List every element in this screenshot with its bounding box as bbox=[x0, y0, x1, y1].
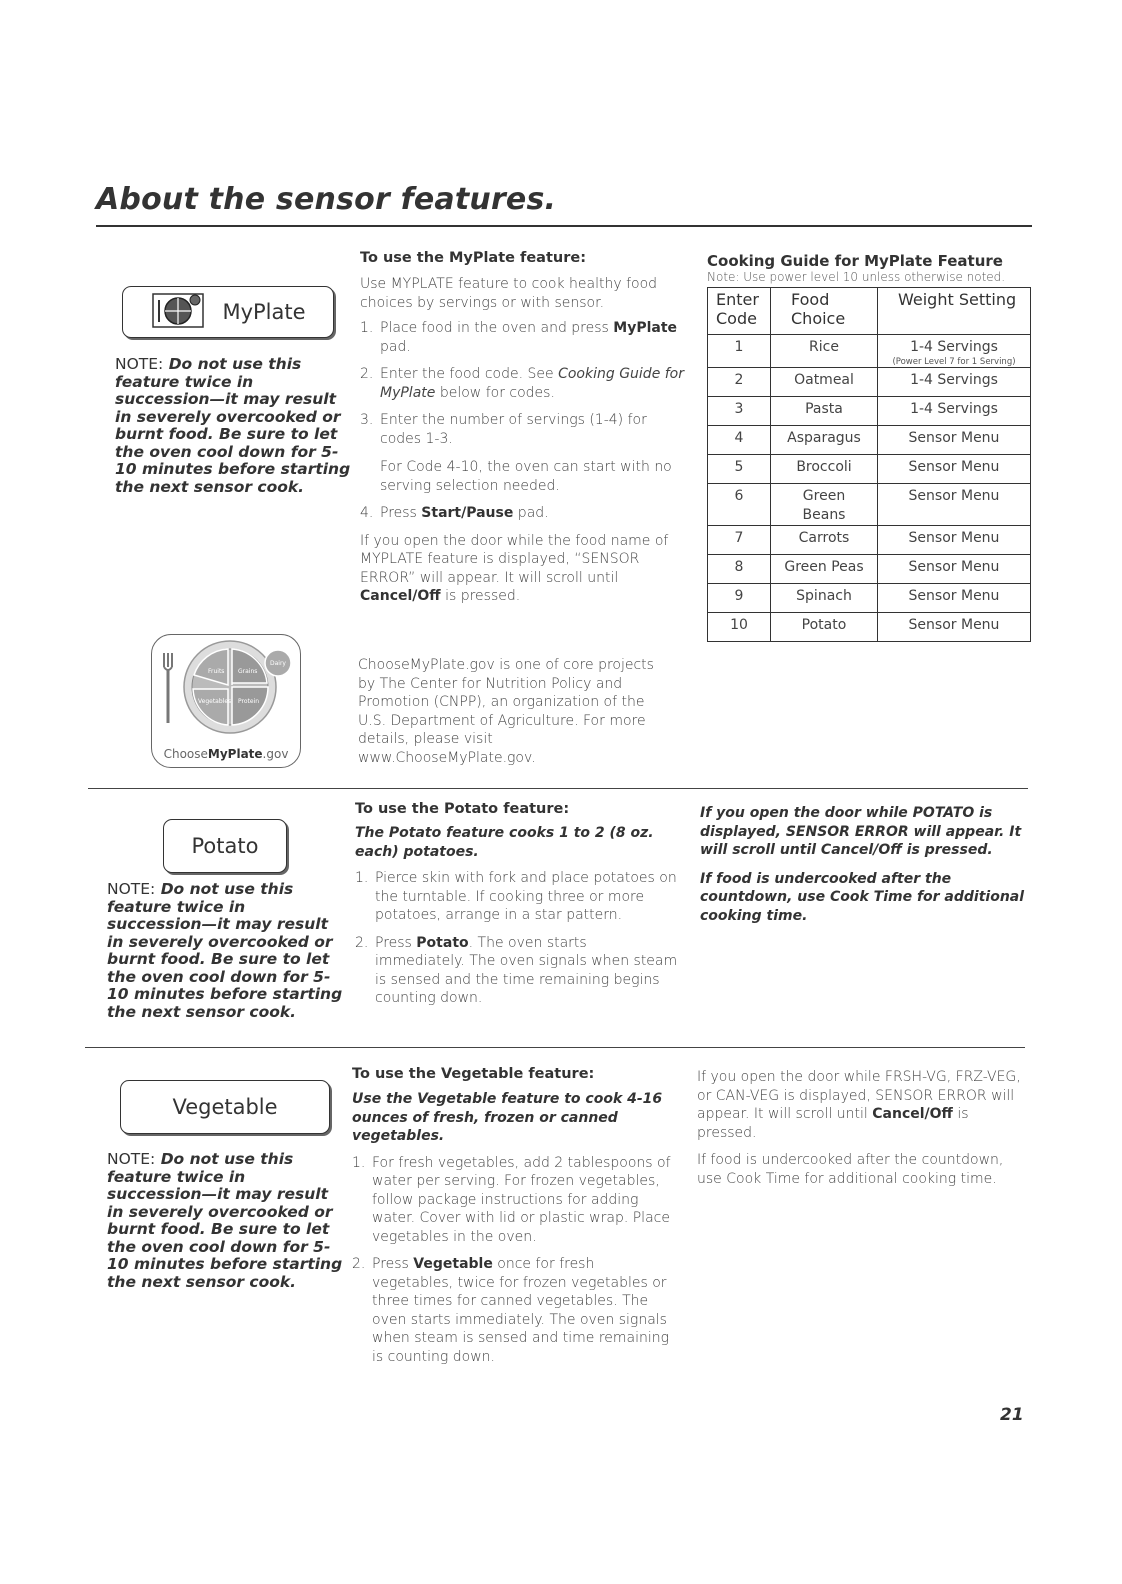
step-1: 1. Pierce skin with fork and place potatoes on the turntable. If cooking three or more potatoes, arrange in a star pattern. bbox=[355, 870, 677, 923]
vegetable-steps bbox=[352, 1154, 677, 1367]
potato-pad-label: Potato bbox=[191, 834, 259, 858]
guide-row bbox=[708, 526, 1031, 555]
vegetable-notes-right bbox=[697, 1068, 1027, 1188]
vegetable-instructions bbox=[352, 1066, 677, 1375]
guide-cell-weight: Sensor Menu bbox=[878, 426, 1031, 455]
potato-steps bbox=[355, 869, 680, 1008]
step-3: 3. Enter the number of servings (1-4) for codes 1-3. For Code 4-10, the oven can start with no serving selection needed. bbox=[360, 411, 690, 495]
guide-cell-weight: 1-4 Servings (Power Level 7 for 1 Serving) bbox=[878, 335, 1031, 368]
plate-icon bbox=[150, 290, 208, 335]
myplate-pad-label: MyPlate bbox=[222, 300, 306, 324]
page-number: 21 bbox=[1000, 1405, 1024, 1425]
step-2: 2. Press Vegetable once for fresh vegetables, twice for frozen vegetables or three times for canned vegetables. The oven starts immediately. The oven signals when steam is sensed and time remaining is counting down. bbox=[352, 1256, 670, 1365]
vegetable-pad bbox=[120, 1080, 330, 1134]
plate-label-vegetables: Vegetables bbox=[198, 698, 232, 705]
guide-cell-food: Broccoli bbox=[771, 455, 878, 484]
guide-cell-food: Pasta bbox=[771, 397, 878, 426]
guide-row bbox=[708, 555, 1031, 584]
potato-intro: The Potato feature cooks 1 to 2 (8 oz. each) potatoes. bbox=[355, 825, 654, 860]
vegetable-note: NOTE: Do not use this feature twice in succession—it may result in severely overcooked or burnt food. Be sure to let the oven cool down for 5-10 minutes before starting the next sensor cook. bbox=[107, 1150, 343, 1291]
guide-note: Note: Use power level 10 unless otherwise noted. bbox=[707, 270, 1006, 284]
guide-cell-weight: Sensor Menu bbox=[878, 484, 1031, 526]
guide-cell-food: Rice bbox=[771, 335, 878, 368]
plate-label-dairy: Dairy bbox=[270, 660, 286, 667]
guide-row bbox=[708, 613, 1031, 642]
potato-instructions bbox=[355, 801, 680, 1017]
note-text: Do not use this feature twice in succession—it may result in severely overcooked or burnt food. Be sure to let the oven cool down for 5-10 minutes before starting the next sensor cook. bbox=[115, 355, 351, 496]
plate-label-fruits: Fruits bbox=[208, 668, 225, 675]
guide-row bbox=[708, 368, 1031, 397]
cooking-guide bbox=[707, 252, 1031, 642]
col-weight: Weight Setting bbox=[878, 288, 1031, 335]
guide-cell-food: Potato bbox=[771, 613, 878, 642]
potato-undercooked-note: If food is undercooked after the countdown, use Cook Time for additional cooking time. bbox=[700, 870, 1025, 924]
myplate-pad bbox=[122, 286, 334, 338]
plate-label-protein: Protein bbox=[238, 698, 260, 705]
potato-note: NOTE: Do not use this feature twice in succession—it may result in severely overcooked or burnt food. Be sure to let the oven cool down for 5-10 minutes before starting the next sensor cook. bbox=[107, 880, 343, 1021]
potato-heading: To use the Potato feature: bbox=[355, 801, 570, 817]
potato-door-note: If you open the door while POTATO is displayed, SENSOR ERROR will appear. It will scroll until Cancel/Off is pressed. bbox=[700, 805, 1022, 858]
guide-cell-food: Asparagus bbox=[771, 426, 878, 455]
guide-row bbox=[708, 455, 1031, 484]
potato-pad bbox=[163, 819, 287, 873]
step-2: 2. Press Potato. The oven starts immediately. The oven signals when steam is sensed and the time remaining begins counting down. bbox=[355, 934, 678, 1006]
section-divider-1 bbox=[88, 788, 1028, 789]
vegetable-door-note: If you open the door while FRSH-VG, FRZ-VEG, or CAN-VEG is displayed, SENSOR ERROR will appear. It will scroll until Cancel/Off is pressed. bbox=[697, 1069, 1021, 1141]
guide-cell-weight: Sensor Menu bbox=[878, 526, 1031, 555]
title-divider bbox=[96, 225, 1032, 227]
guide-cell-food: Spinach bbox=[771, 584, 878, 613]
myplate-graphic bbox=[152, 635, 300, 740]
guide-row bbox=[708, 426, 1031, 455]
myplate-steps bbox=[360, 319, 690, 523]
myplate-note bbox=[115, 356, 351, 496]
guide-cell-code: 4 bbox=[708, 426, 771, 455]
vegetable-intro: Use the Vegetable feature to cook 4-16 ounces of fresh, frozen or canned vegetables. bbox=[352, 1091, 663, 1144]
step-1: 1. Place food in the oven and press MyPlate pad. bbox=[360, 320, 678, 355]
vegetable-pad-label: Vegetable bbox=[172, 1095, 278, 1119]
myplate-instructions bbox=[360, 250, 690, 606]
step-3-extra: For Code 4-10, the oven can start with no serving selection needed. bbox=[380, 459, 672, 494]
logo-text: ChooseMyPlate.gov bbox=[163, 747, 289, 761]
guide-cell-weight: Sensor Menu bbox=[878, 455, 1031, 484]
guide-cell-weight: 1-4 Servings bbox=[878, 368, 1031, 397]
guide-cell-weight: 1-4 Servings bbox=[878, 397, 1031, 426]
guide-cell-weight: Sensor Menu bbox=[878, 555, 1031, 584]
guide-table bbox=[707, 287, 1031, 642]
myplate-door-note: If you open the door while the food name of MYPLATE feature is displayed, “SENSOR ERROR” will appear. It will scroll until Cancel/Off is pressed. bbox=[360, 532, 669, 604]
guide-cell-code: 5 bbox=[708, 455, 771, 484]
step-4: 4. Press Start/Pause pad. bbox=[360, 505, 549, 521]
guide-row bbox=[708, 584, 1031, 613]
guide-cell-code: 8 bbox=[708, 555, 771, 584]
col-code: Enter Code bbox=[708, 288, 771, 335]
potato-notes-right bbox=[700, 804, 1028, 925]
plate-label-grains: Grains bbox=[238, 668, 258, 675]
myplate-heading: To use the MyPlate feature: bbox=[360, 250, 586, 266]
guide-cell-code: 9 bbox=[708, 584, 771, 613]
step-2: 2. Enter the food code. See Cooking Guide for MyPlate below for codes. bbox=[360, 366, 685, 401]
col-food: Food Choice bbox=[771, 288, 878, 335]
guide-cell-code: 6 bbox=[708, 484, 771, 526]
guide-cell-food: Oatmeal bbox=[771, 368, 878, 397]
guide-cell-food: Carrots bbox=[771, 526, 878, 555]
guide-row bbox=[708, 484, 1031, 526]
page-title: About the sensor features. bbox=[96, 182, 557, 217]
vegetable-heading: To use the Vegetable feature: bbox=[352, 1066, 595, 1082]
guide-title: Cooking Guide for MyPlate Feature bbox=[707, 252, 1003, 270]
guide-cell-food: Green Peas bbox=[771, 555, 878, 584]
guide-header-row bbox=[708, 288, 1031, 335]
vegetable-undercooked-note: If food is undercooked after the countdown, use Cook Time for additional cooking time. bbox=[697, 1152, 1004, 1187]
choosemyplate-logo bbox=[151, 634, 301, 768]
guide-row bbox=[708, 397, 1031, 426]
guide-cell-code: 1 bbox=[708, 335, 771, 368]
guide-cell-food: Green Beans bbox=[771, 484, 878, 526]
section-divider-2 bbox=[85, 1047, 1025, 1048]
guide-cell-code: 2 bbox=[708, 368, 771, 397]
myplate-intro: Use MYPLATE feature to cook healthy food choices by servings or with sensor. bbox=[360, 276, 658, 311]
guide-cell-code: 10 bbox=[708, 613, 771, 642]
guide-cell-weight: Sensor Menu bbox=[878, 584, 1031, 613]
note-lead: NOTE: bbox=[115, 355, 164, 373]
guide-cell-code: 7 bbox=[708, 526, 771, 555]
guide-cell-code: 3 bbox=[708, 397, 771, 426]
step-1: 1. For fresh vegetables, add 2 tablespoons of water per serving. For frozen vegetables, follow package instructions for adding water. Cover with lid or plastic wrap. Place vegetables in the oven. bbox=[352, 1154, 671, 1245]
guide-cell-weight-note: (Power Level 7 for 1 Serving) bbox=[892, 357, 1016, 367]
guide-cell-weight: Sensor Menu bbox=[878, 613, 1031, 642]
myplate-about: ChooseMyPlate.gov is one of core projects by The Center for Nutrition Policy and Promotion (CNPP), an organization of the U.S. Department of Agriculture. For more details, please visit www.ChooseMyPlate.gov. bbox=[358, 657, 654, 766]
guide-row bbox=[708, 335, 1031, 368]
